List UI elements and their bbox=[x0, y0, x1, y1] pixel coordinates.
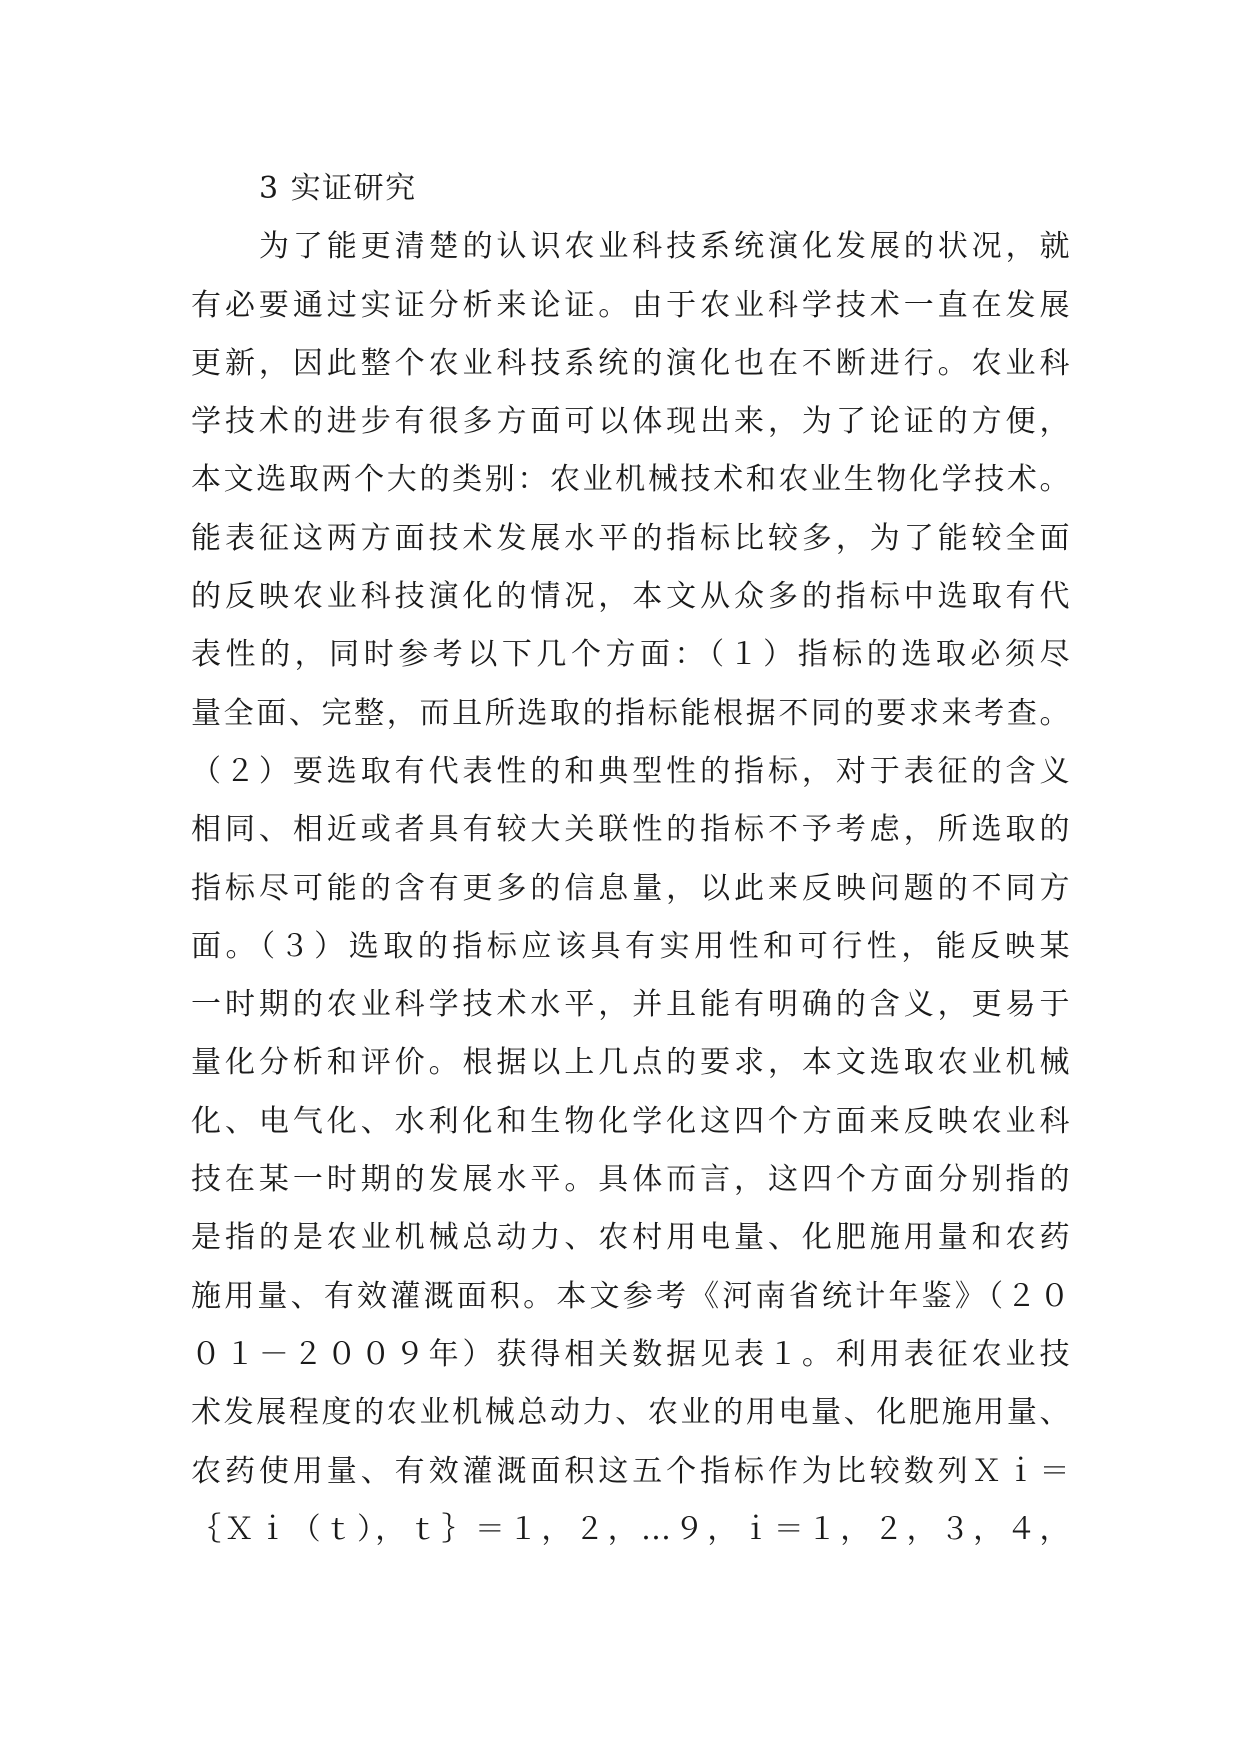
paragraph-line: 量全面、完整，而且所选取的指标能根据不同的要求来考查。 bbox=[191, 695, 1071, 731]
paragraph-line: 是指的是农业机械总动力、农村用电量、化肥施用量和农药 bbox=[191, 1220, 1071, 1256]
paragraph-line: 有必要通过实证分析来论证。由于农业科学技术一直在发展 bbox=[191, 287, 1071, 323]
paragraph-line: 更新，因此整个农业科技系统的演化也在不断进行。农业科 bbox=[191, 345, 1071, 381]
paragraph-line: 面。（３）选取的指标应该具有实用性和可行性，能反映某 bbox=[191, 928, 1071, 964]
paragraph-line: 相同、相近或者具有较大关联性的指标不予考虑，所选取的 bbox=[191, 812, 1071, 848]
paragraph-line: 技在某一时期的发展水平。具体而言，这四个方面分别指的 bbox=[191, 1162, 1071, 1198]
paragraph-line: 为了能更清楚的认识农业科技系统演化发展的状况，就 bbox=[259, 229, 1071, 265]
paragraph-line: （２）要选取有代表性的和典型性的指标，对于表征的含义 bbox=[191, 753, 1071, 789]
paragraph-line: 农药使用量、有效灌溉面积这五个指标作为比较数列Ｘｉ＝ bbox=[191, 1453, 1071, 1489]
paragraph-line: 本文选取两个大的类别：农业机械技术和农业生物化学技术。 bbox=[191, 462, 1071, 498]
paragraph-line: 表性的，同时参考以下几个方面：（１）指标的选取必须尽 bbox=[191, 637, 1071, 673]
paragraph-line: ｛Ｘｉ（ｔ），ｔ｝＝１，２，…９，ｉ＝１，２，３，４， bbox=[191, 1511, 1071, 1547]
paragraph-line: 一时期的农业科学技术水平，并且能有明确的含义，更易于 bbox=[191, 987, 1071, 1023]
paragraph-line: 化、电气化、水利化和生物化学化这四个方面来反映农业科 bbox=[191, 1103, 1071, 1139]
section-heading: 3 实证研究 bbox=[259, 171, 417, 206]
body-text bbox=[191, 160, 1071, 1559]
paragraph-line: 能表征这两方面技术发展水平的指标比较多，为了能较全面 bbox=[191, 520, 1071, 556]
paragraph-line: 学技术的进步有很多方面可以体现出来，为了论证的方便， bbox=[191, 404, 1071, 440]
paragraph-line: 指标尽可能的含有更多的信息量，以此来反映问题的不同方 bbox=[191, 870, 1071, 906]
paragraph-line: ０１－２００９年）获得相关数据见表１。利用表征农业技 bbox=[191, 1336, 1071, 1372]
paragraph-line: 量化分析和评价。根据以上几点的要求，本文选取农业机械 bbox=[191, 1045, 1071, 1081]
paragraph-line: 施用量、有效灌溉面积。本文参考《河南省统计年鉴》（２０ bbox=[191, 1278, 1071, 1314]
paragraph-line: 术发展程度的农业机械总动力、农业的用电量、化肥施用量、 bbox=[191, 1395, 1071, 1431]
paragraph-line: 的反映农业科技演化的情况，本文从众多的指标中选取有代 bbox=[191, 579, 1071, 615]
